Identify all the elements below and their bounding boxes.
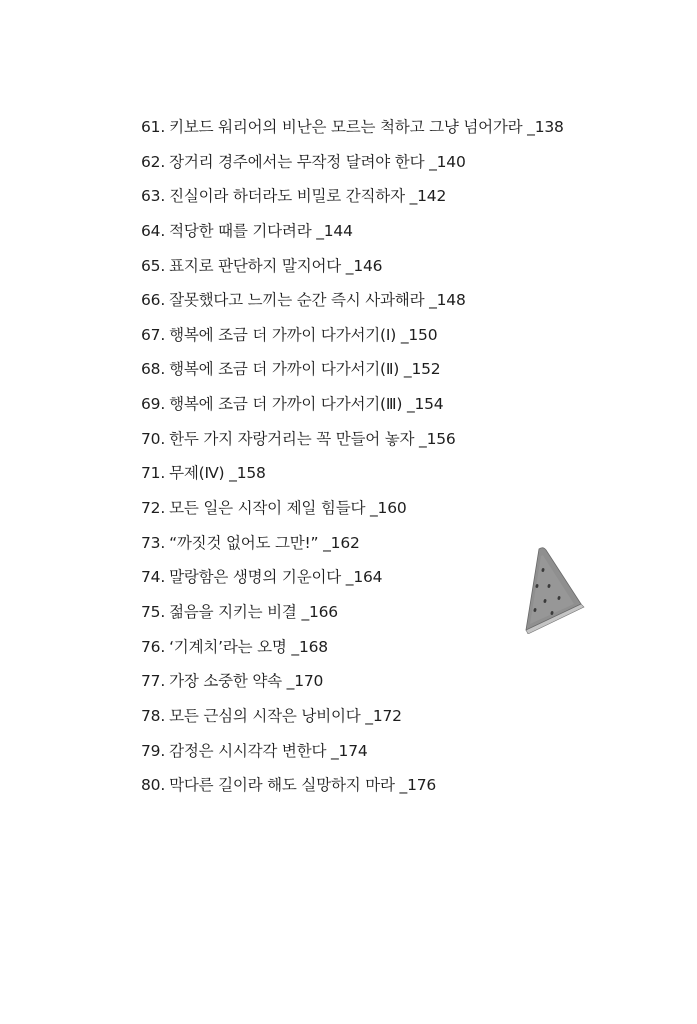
toc-number: 71. [141,464,166,483]
toc-page: _174 [330,741,368,760]
toc-page: _150 [400,325,438,344]
toc-number: 70. [141,429,166,448]
toc-title: 잘못했다고 느끼는 순간 즉시 사과해라 [169,291,425,310]
toc-entry [141,251,564,286]
toc-title: 막다른 길이라 해도 실망하지 마라 [169,776,395,795]
toc-title: “까짓것 없어도 그만!” [169,533,319,552]
toc-entry [141,666,564,701]
toc-page: _164 [345,568,383,587]
toc-entry [141,493,564,528]
toc-number: 78. [141,706,166,725]
toc-title: 적당한 때를 기다려라 [169,221,312,240]
toc-number: 62. [141,152,166,171]
toc-title: 표지로 판단하지 말지어다 [169,256,342,275]
toc-page: _156 [419,429,456,448]
toc-page: _172 [365,706,402,725]
toc-number: 79. [141,741,166,760]
toc-page: _166 [301,602,338,621]
toc-page: _154 [406,395,444,414]
toc-page: _162 [323,533,360,552]
toc-entry [141,458,564,493]
toc-page: _146 [345,256,383,275]
toc-title: 진실이라 하더라도 비밀로 간직하자 [169,187,405,206]
toc-entry [141,424,564,459]
toc-title: 모든 근심의 시작은 낭비이다 [169,706,361,725]
toc-title: 감정은 시시각각 변한다 [169,741,327,760]
toc-number: 64. [141,221,166,240]
toc-number: 61. [141,118,166,136]
toc-page: _138 [527,118,564,136]
toc-page: _142 [409,187,447,206]
toc-entry [141,632,564,667]
toc-title: ‘기계치’라는 오명 [169,637,287,656]
watermelon-slice-icon [519,546,585,634]
toc-entry [141,112,564,147]
toc-entry [141,770,564,805]
toc-page: _144 [316,221,353,240]
toc-number: 69. [141,395,166,414]
toc-page: _170 [286,672,324,691]
toc-entry [141,562,564,597]
toc-entry [141,528,564,563]
toc-title: 무제(Ⅳ) [169,464,225,483]
toc-title: 한두 가지 자랑거리는 꼭 만들어 놓자 [169,429,415,448]
toc-number: 66. [141,291,166,310]
toc-number: 72. [141,499,166,518]
toc-number: 67. [141,325,166,344]
toc-title: 행복에 조금 더 가까이 다가서기(Ⅲ) [169,395,403,414]
toc-page: _148 [429,291,466,310]
toc-number: 76. [141,637,166,656]
toc-entry [141,285,564,320]
toc-page: _140 [429,152,466,171]
toc-title: 행복에 조금 더 가까이 다가서기(Ⅰ) [169,325,397,344]
toc-number: 80. [141,776,166,795]
toc-entry [141,320,564,355]
toc-entry [141,597,564,632]
toc-number: 75. [141,602,166,621]
toc-entry [141,147,564,182]
toc-title: 가장 소중한 약속 [169,672,282,691]
toc-number: 68. [141,360,166,379]
toc-page: _160 [369,499,407,518]
toc-title: 장거리 경주에서는 무작정 달려야 한다 [169,152,425,171]
toc-entry [141,354,564,389]
toc-page: _158 [229,464,266,483]
toc-entry [141,389,564,424]
toc-number: 65. [141,256,166,275]
toc-entry [141,736,564,771]
toc-title: 행복에 조금 더 가까이 다가서기(Ⅱ) [169,360,400,379]
toc-number: 77. [141,672,166,691]
toc-title: 젊음을 지키는 비결 [169,602,297,621]
toc-page: _152 [403,360,441,379]
toc-title: 말랑함은 생명의 기운이다 [169,568,342,587]
toc-entry [141,701,564,736]
toc-number: 63. [141,187,166,206]
toc-number: 73. [141,533,166,552]
toc-entry [141,216,564,251]
toc-title: 키보드 워리어의 비난은 모르는 척하고 그냥 넘어가라 [169,118,523,136]
toc-title: 모든 일은 시작이 제일 힘들다 [169,499,366,518]
toc-number: 74. [141,568,166,587]
toc-entry [141,181,564,216]
table-of-contents [141,112,564,805]
toc-page: _176 [399,776,437,795]
toc-page: _168 [291,637,328,656]
